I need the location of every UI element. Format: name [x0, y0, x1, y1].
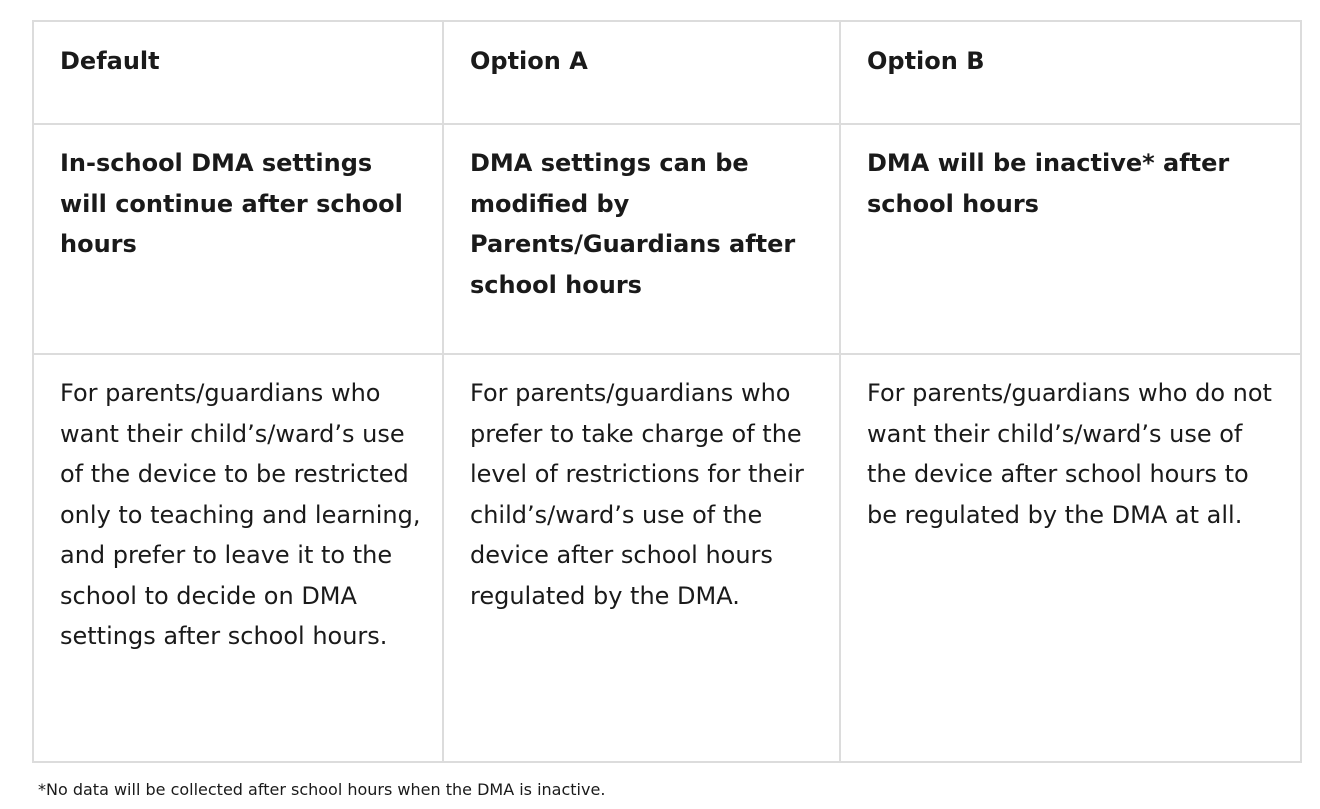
- setting-summary-option-b: DMA will be inactive* after school hours: [867, 149, 1230, 218]
- header-cell-option-b: [840, 21, 1301, 124]
- summary-cell-option-a: [443, 124, 840, 354]
- column-heading-option-a: Option A: [470, 47, 588, 75]
- table-row-description: [33, 354, 1301, 762]
- setting-summary-option-a: DMA settings can be modified by Parents/Guardians after school hours: [470, 149, 796, 299]
- option-description-option-a: For parents/guardians who prefer to take charge of the level of restrictions for their child’s/ward’s use of the device after school hours regulated by the DMA.: [470, 379, 804, 610]
- option-description-default: For parents/guardians who want their child’s/ward’s use of the device to be restricted only to teaching and learning, and prefer to leave it to the school to decide on DMA settings after school hours.: [60, 379, 421, 650]
- summary-cell-default: [33, 124, 443, 354]
- column-heading-default: Default: [60, 47, 160, 75]
- column-heading-option-b: Option B: [867, 47, 985, 75]
- table-row-setting-summary: [33, 124, 1301, 354]
- description-cell-option-b: [840, 354, 1301, 762]
- footnote: *No data will be collected after school hours when the DMA is inactive.: [38, 780, 606, 799]
- description-cell-default: [33, 354, 443, 762]
- header-cell-default: [33, 21, 443, 124]
- description-cell-option-a: [443, 354, 840, 762]
- dma-options-table: [32, 20, 1302, 763]
- option-description-option-b: For parents/guardians who do not want their child’s/ward’s use of the device after school hours to be regulated by the DMA at all.: [867, 379, 1272, 529]
- header-cell-option-a: [443, 21, 840, 124]
- table-header-row: [33, 21, 1301, 124]
- setting-summary-default: In-school DMA settings will continue after school hours: [60, 149, 403, 258]
- summary-cell-option-b: [840, 124, 1301, 354]
